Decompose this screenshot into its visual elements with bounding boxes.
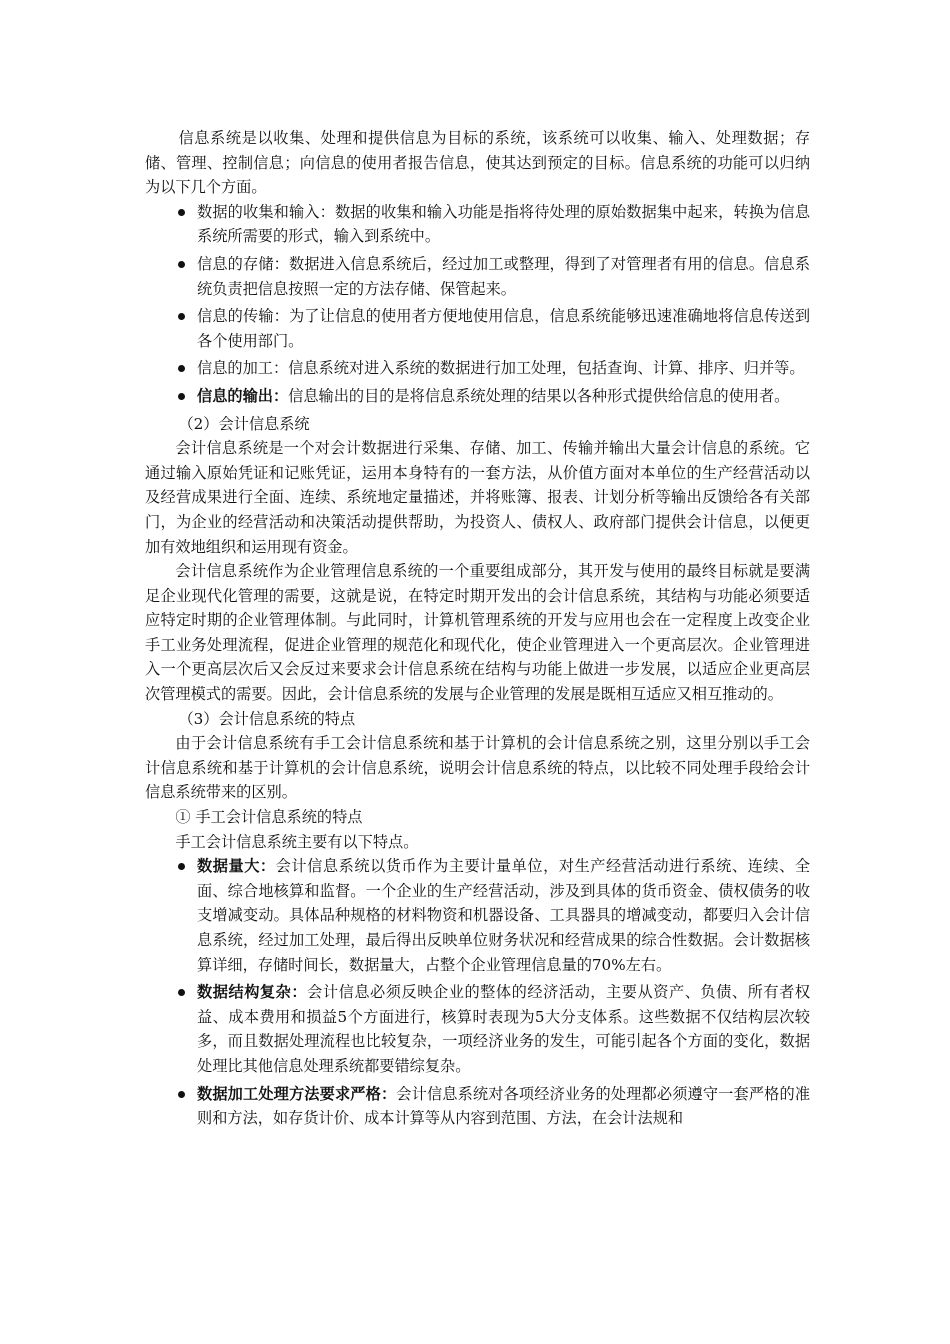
item-text: 信息的加工：信息系统对进入系统的数据进行加工处理，包括查询、计算、排序、归并等。	[197, 359, 805, 378]
list-item	[145, 384, 810, 409]
bullet-icon	[178, 863, 185, 870]
list-item	[145, 252, 810, 301]
item-text: 信息的传输：为了让信息的使用者方便地使用信息，信息系统能够迅速准确地将信息传送到各个使用部门。	[197, 307, 810, 350]
section-2-heading: （2）会计信息系统	[178, 414, 310, 433]
section-2-paragraph-2: 会计信息系统作为企业管理信息系统的一个重要组成部分，其开发与使用的最终目标就是要满足企业现代化管理的需要，这就是说，在特定时期开发出的会计信息系统，其结构与功能必须要适应特定时期的企业管理体制。与此同时，计算机管理系统的开发与应用也会在一定程度上改变企业手工业务处理流程，促进企业管理的规范化和现代化，使企业管理进入一个更高层次。企业管理进入一个更高层次后又会反过来要求会计信息系统在结构与功能上做进一步发展，以适应企业更高层次管理模式的需要。因此，会计信息系统的发展与企业管理的发展是既相互适应又相互推动的。	[145, 562, 810, 704]
section-2-paragraph-1: 会计信息系统是一个对会计数据进行采集、存储、加工、传输并输出大量会计信息的系统。它通过输入原始凭证和记账凭证，运用本身特有的一套方法，从价值方面对本单位的生产经营活动以及经营成果进行全面、连续、系统地定量描述，并将账簿、报表、计划分析等输出反馈给各有关部门，为企业的经营活动和决策活动提供帮助，为投资人、债权人、政府部门提供会计信息，以便更加有效地组织和运用现有资金。	[145, 439, 810, 556]
section-3-paragraph: 由于会计信息系统有手工会计信息系统和基于计算机的会计信息系统之别，这里分别以手工会计信息系统和基于计算机的会计信息系统，说明会计信息系统的特点，以比较不同处理手段给会计信息系统带来的区别。	[145, 734, 810, 802]
item-text: 数据的收集和输入：数据的收集和输入功能是指将待处理的原始数据集中起来，转换为信息系统所需要的形式，输入到系统中。	[197, 202, 810, 246]
item-term: 数据量大：	[197, 857, 276, 876]
list-item	[145, 200, 810, 249]
list-item	[145, 980, 810, 1078]
item-text: 信息的存储：数据进入信息系统后，经过加工或整理，得到了对管理者有用的信息。信息系统负责把信息按照一定的方法存储、保管起来。	[197, 254, 810, 298]
bullet-icon	[178, 393, 185, 400]
item-term: 数据加工处理方法要求严格：	[197, 1084, 397, 1103]
item-text: 会计信息系统对各项经济业务的处理都必须遵守一套严格的准则和方法，如存货计价、成本计算等从内容到范围、方法，在会计法规和	[197, 1084, 811, 1128]
sub-heading: ① 手工会计信息系统的特点	[175, 808, 363, 827]
item-term: 信息的输出：	[197, 386, 289, 405]
item-text: 会计信息系统以货币作为主要计量单位，对生产经营活动进行系统、连续、全面、综合地核算和监督。一个企业的生产经营活动，涉及到具体的货币资金、债权债务的收支增减变动。具体品种规格的材料物资和机器设备、工具器具的增减变动，都要归入会计信息系统，经过加工处理，最后得出反映单位财务状况和经营成果的综合性数据。会计数据核算详细，存储时间长，数据量大，占整个企业管理信息量的70%左右。	[197, 857, 811, 974]
list-item	[145, 356, 810, 381]
bullet-icon	[178, 313, 185, 320]
item-text: 会计信息必须反映企业的整体的经济活动，主要从资产、负债、所有者权益、成本费用和损益5个方面进行，核算时表现为5大分支体系。这些数据不仅结构层次较多，而且数据处理流程也比较复杂，一项经济业务的发生，可能引起各个方面的变化，数据处理比其他信息处理系统都要错综复杂。	[197, 983, 811, 1075]
bullet-icon	[178, 261, 185, 268]
intro-paragraph: 信息系统是以收集、处理和提供信息为目标的系统，该系统可以收集、输入、处理数据；存储、管理、控制信息；向信息的使用者报告信息，使其达到预定的目标。信息系统的功能可以归纳为以下几个方面。	[145, 129, 810, 197]
item-text: 信息输出的目的是将信息系统处理的结果以各种形式提供给信息的使用者。	[288, 386, 790, 405]
bullet-icon	[178, 209, 185, 216]
sub-intro: 手工会计信息系统主要有以下特点。	[175, 832, 419, 851]
function-list	[145, 200, 810, 409]
list-item	[145, 304, 810, 353]
list-item	[145, 1082, 810, 1131]
section-3-heading: （3）会计信息系统的特点	[178, 709, 356, 728]
bullet-icon	[178, 1091, 185, 1098]
list-item	[145, 854, 810, 977]
item-term: 数据结构复杂：	[197, 983, 308, 1002]
feature-list	[145, 854, 810, 1131]
bullet-icon	[178, 365, 185, 372]
document-page	[145, 126, 810, 1134]
bullet-icon	[178, 989, 185, 996]
